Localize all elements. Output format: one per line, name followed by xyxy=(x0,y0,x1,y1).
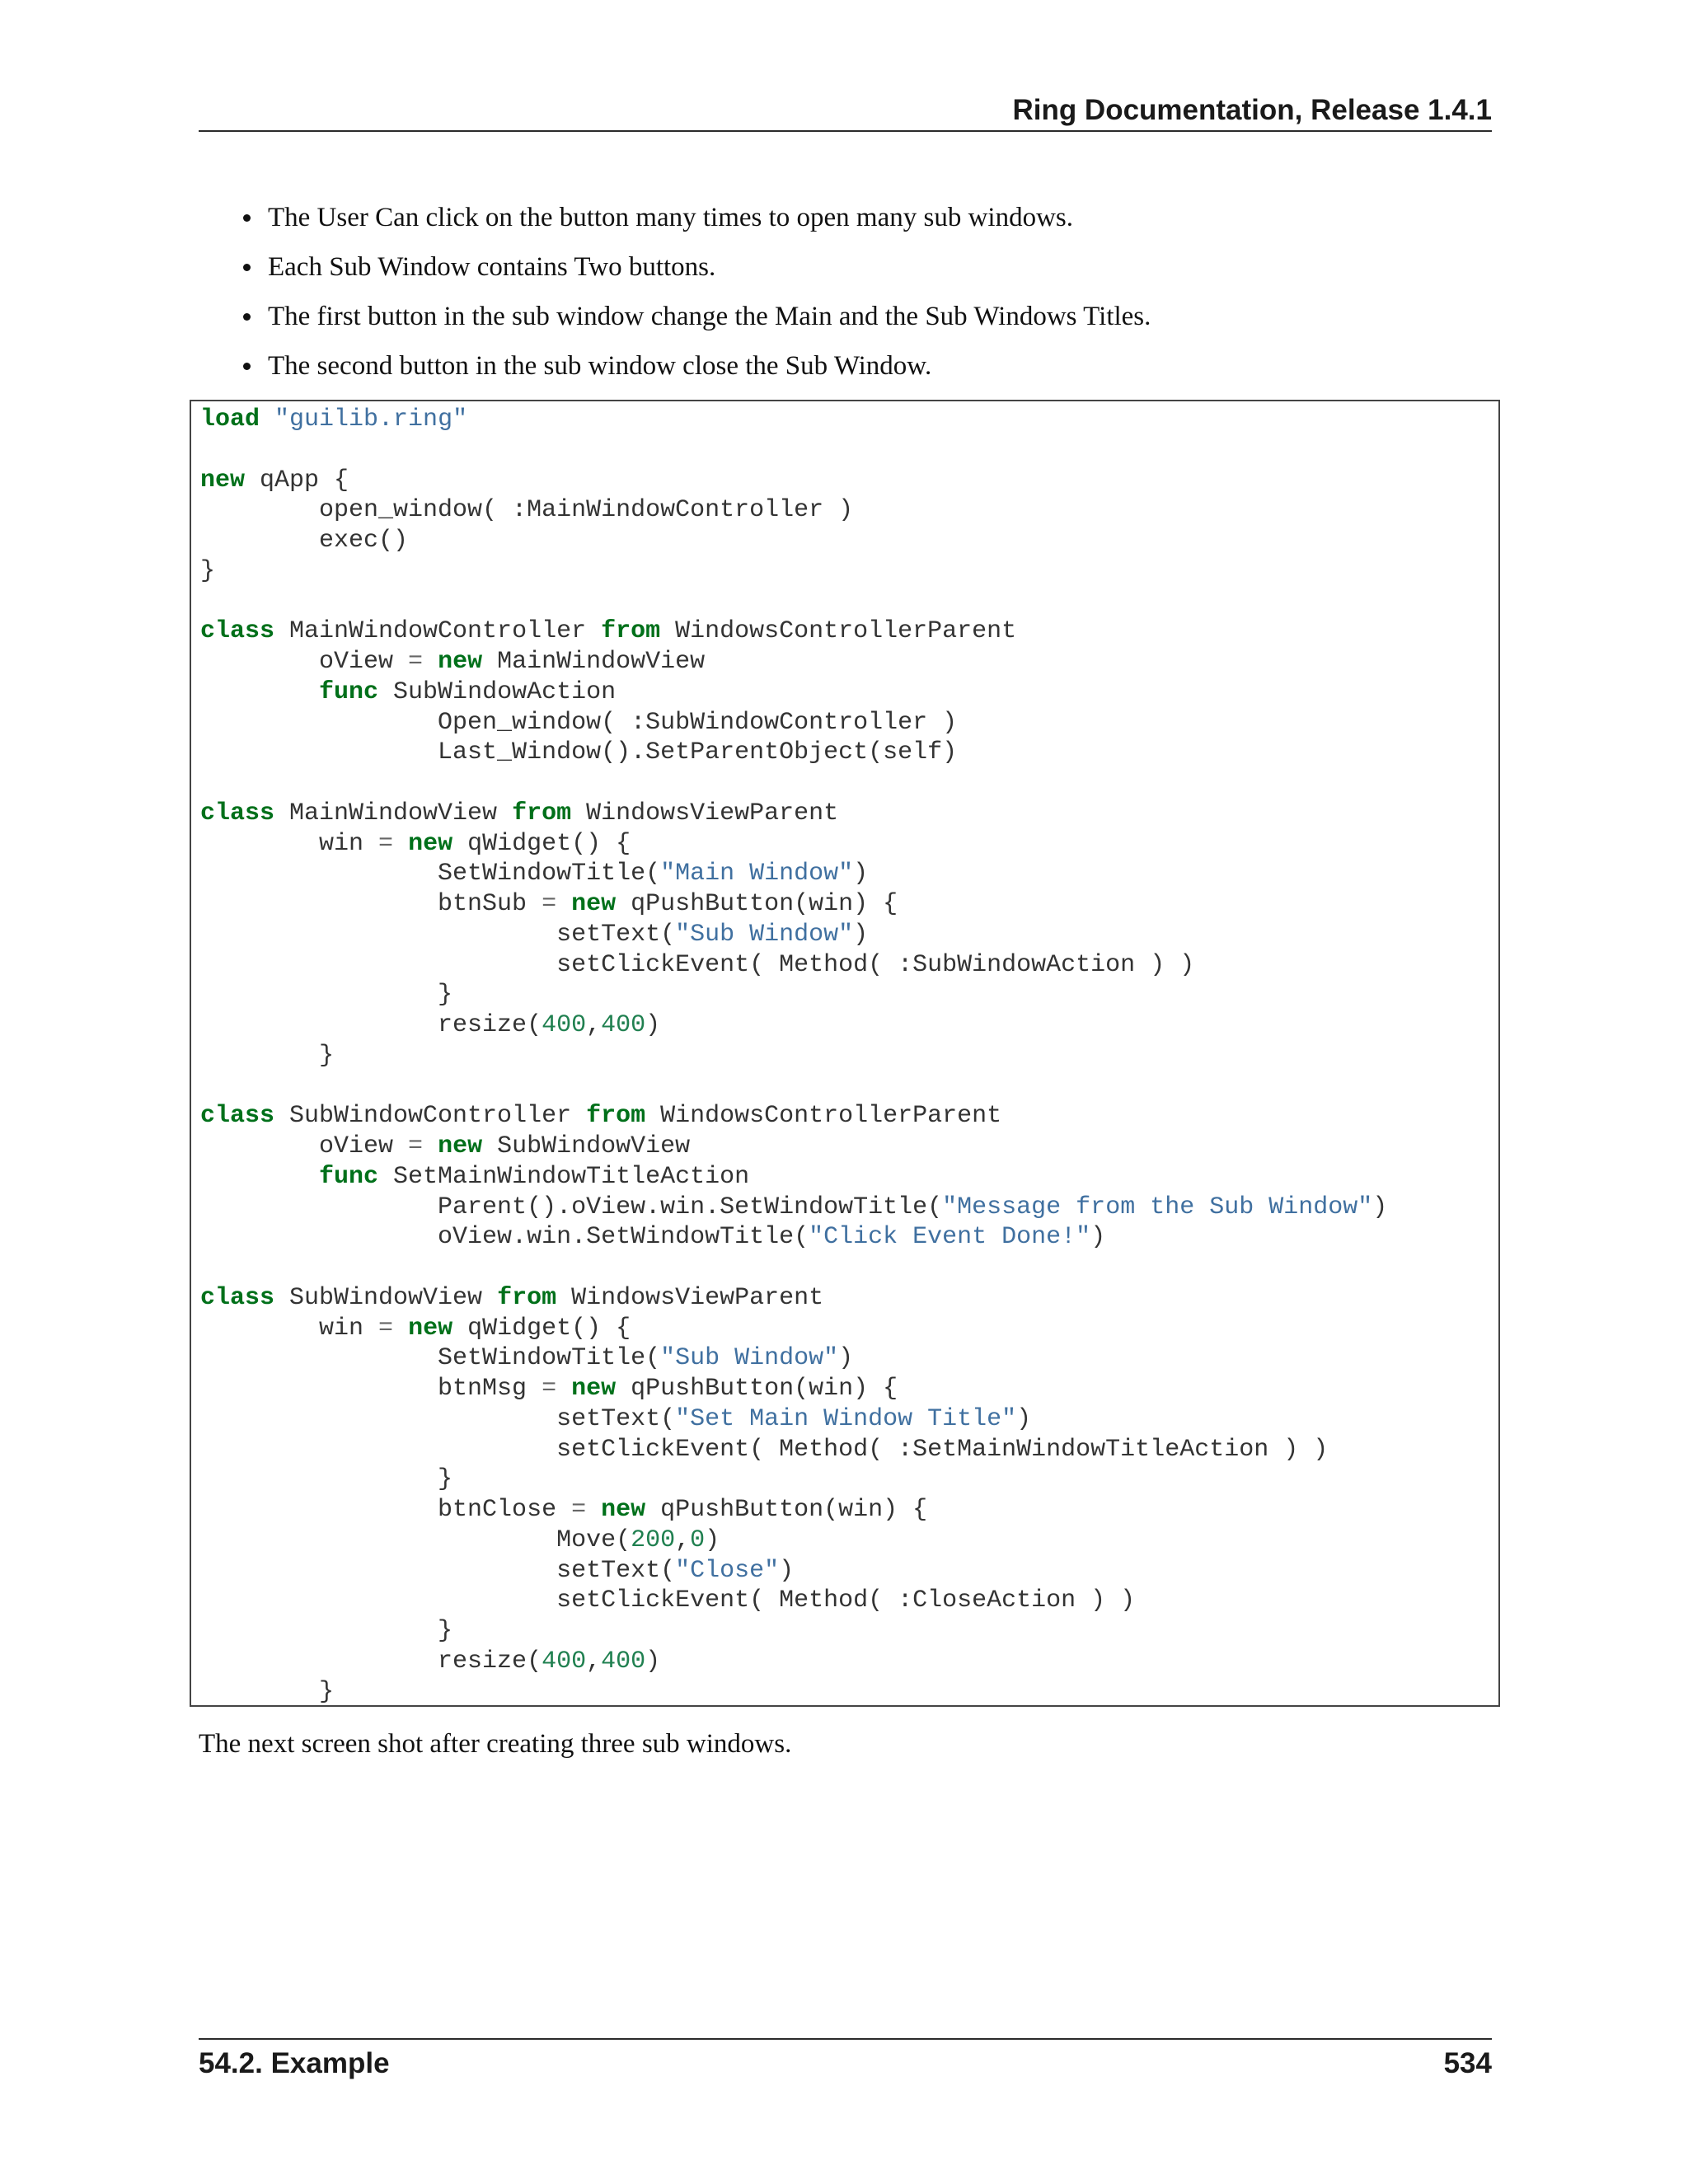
code-token: } xyxy=(200,981,453,1010)
bullet-text: The User Can click on the button many times to open many sub windows. xyxy=(268,203,1074,232)
code-token: Parent().oView.win.SetWindowTitle( xyxy=(200,1193,943,1221)
code-token: SetMainWindowTitleAction xyxy=(378,1162,750,1191)
bullet-text: The second button in the sub window close the Sub Window. xyxy=(268,351,932,381)
code-line xyxy=(200,1223,1105,1251)
code-token: = xyxy=(408,1132,424,1160)
code-token: "Close" xyxy=(675,1556,780,1585)
bullet-dot xyxy=(243,313,251,321)
code-token: ) xyxy=(853,920,869,949)
code-token: from xyxy=(512,799,572,827)
footer-rule xyxy=(199,2038,1492,2040)
code-token: ) xyxy=(705,1526,720,1554)
code-token: new xyxy=(200,466,246,494)
code-token: "Click Event Done!" xyxy=(809,1223,1091,1252)
code-token xyxy=(423,648,438,676)
code-line xyxy=(200,1526,720,1554)
code-token: win xyxy=(200,829,379,858)
code-token: = xyxy=(542,890,557,918)
code-token: Move( xyxy=(200,1526,631,1554)
code-token xyxy=(260,405,274,434)
code-token xyxy=(200,1163,319,1191)
code-line xyxy=(200,496,853,524)
code-token: } xyxy=(200,556,216,585)
code-token: qWidget() { xyxy=(452,1314,631,1343)
code-token xyxy=(393,830,408,858)
code-line xyxy=(200,709,957,737)
code-token: , xyxy=(675,1526,691,1554)
code-token xyxy=(423,1132,438,1160)
code-token: qPushButton(win) { xyxy=(616,1375,898,1403)
code-token: setClickEvent( Method( :SubWindowAction ) ) xyxy=(200,950,1195,979)
code-token: = xyxy=(378,1314,394,1343)
code-token: "Sub Window" xyxy=(675,920,854,949)
code-token: WindowsViewParent xyxy=(556,1283,824,1312)
code-line xyxy=(200,557,215,585)
header-rule xyxy=(199,130,1492,132)
code-token: qPushButton(win) { xyxy=(645,1496,928,1524)
code-token xyxy=(586,1496,601,1524)
code-token: 400 xyxy=(601,1011,646,1039)
code-token: class xyxy=(200,617,275,646)
code-token: = xyxy=(542,1375,557,1403)
code-token: btnSub xyxy=(200,890,542,918)
code-line xyxy=(200,921,868,949)
code-line xyxy=(200,405,467,434)
code-token: new xyxy=(438,648,483,676)
code-token: exec() xyxy=(200,527,409,555)
code-token: qPushButton(win) { xyxy=(616,890,898,918)
code-token: } xyxy=(200,1041,335,1070)
bullet-dot xyxy=(243,363,251,370)
code-token: class xyxy=(200,1102,275,1131)
code-token: from xyxy=(586,1102,646,1131)
code-token: "Set Main Window Title" xyxy=(675,1404,1017,1433)
code-token: new xyxy=(408,1314,453,1343)
code-line xyxy=(200,1678,334,1706)
code-token: WindowsControllerParent xyxy=(660,617,1017,646)
code-token: SubWindowView xyxy=(274,1283,498,1312)
code-token: WindowsViewParent xyxy=(571,799,839,827)
code-line xyxy=(200,1647,660,1675)
code-token: "Main Window" xyxy=(660,860,854,888)
code-token xyxy=(556,890,571,918)
code-token: win xyxy=(200,1314,379,1343)
code-token: 400 xyxy=(542,1647,587,1675)
code-token: setText( xyxy=(200,1404,676,1433)
code-token: resize( xyxy=(200,1011,542,1039)
code-token: resize( xyxy=(200,1647,542,1675)
code-token: func xyxy=(319,677,379,706)
page-number: 534 xyxy=(1443,2047,1492,2079)
code-line xyxy=(200,1375,898,1403)
bullet-text: Each Sub Window contains Two buttons. xyxy=(268,252,716,282)
code-line xyxy=(200,466,349,494)
code-token: } xyxy=(200,1617,453,1645)
code-line xyxy=(200,981,452,1009)
code-line xyxy=(200,951,1194,979)
code-token: SetWindowTitle( xyxy=(200,860,661,888)
code-token: SetWindowTitle( xyxy=(200,1344,661,1373)
code-line xyxy=(200,1102,1001,1130)
code-token: ) xyxy=(645,1011,661,1039)
code-token: new xyxy=(571,890,617,918)
code-token: SubWindowAction xyxy=(378,677,617,706)
code-token xyxy=(393,1315,408,1343)
code-line xyxy=(200,648,705,676)
code-line xyxy=(200,1405,1031,1433)
code-line xyxy=(200,1617,452,1645)
code-token: "Sub Window" xyxy=(660,1344,839,1373)
code-token: setText( xyxy=(200,920,676,949)
code-token: ) xyxy=(838,1344,854,1373)
code-token: from xyxy=(601,617,661,646)
code-line xyxy=(200,678,616,706)
code-token: new xyxy=(408,829,453,858)
code-token: Last_Window().SetParentObject(self) xyxy=(200,738,958,767)
code-token: new xyxy=(438,1132,483,1160)
code-token: } xyxy=(200,1465,453,1494)
bullet-dot xyxy=(243,214,251,222)
code-token: class xyxy=(200,799,275,827)
code-token: 200 xyxy=(631,1526,676,1554)
code-line xyxy=(200,1496,927,1524)
code-token: WindowsControllerParent xyxy=(645,1102,1002,1131)
code-token: btnClose xyxy=(200,1496,572,1524)
code-line xyxy=(200,1193,1387,1221)
footer-section-title: 54.2. Example xyxy=(199,2047,390,2079)
code-line xyxy=(200,1315,631,1343)
code-token: class xyxy=(200,1283,275,1312)
code-token: qWidget() { xyxy=(452,829,631,858)
code-line xyxy=(200,1163,749,1191)
code-line xyxy=(200,1344,853,1372)
code-token: oView xyxy=(200,648,409,676)
code-token: ) xyxy=(645,1647,661,1675)
code-line xyxy=(200,1284,823,1312)
bullet-text: The first button in the sub window change the Main and the Sub Windows Titles. xyxy=(268,302,1151,331)
code-token: "guilib.ring" xyxy=(274,405,468,434)
code-token: MainWindowController xyxy=(274,617,602,646)
bullet-dot xyxy=(243,264,251,271)
code-token: load xyxy=(200,405,260,434)
code-token: ) xyxy=(1372,1193,1388,1221)
code-token: SubWindowView xyxy=(482,1132,691,1160)
code-token: 0 xyxy=(690,1526,706,1554)
code-line xyxy=(200,617,1016,645)
code-token: Open_window( :SubWindowController ) xyxy=(200,708,958,737)
code-token: "Message from the Sub Window" xyxy=(942,1193,1373,1221)
code-line xyxy=(200,1042,334,1070)
code-token xyxy=(556,1375,571,1403)
code-token: SubWindowController xyxy=(274,1102,587,1131)
code-token: qApp { xyxy=(245,466,349,494)
code-token: new xyxy=(571,1375,617,1403)
code-token: new xyxy=(601,1496,646,1524)
code-token: ) xyxy=(853,860,869,888)
code-line xyxy=(200,527,408,555)
code-token: } xyxy=(200,1677,335,1706)
code-token: 400 xyxy=(601,1647,646,1675)
code-line xyxy=(200,1436,1328,1464)
code-line xyxy=(200,1557,794,1585)
code-line xyxy=(200,1586,1135,1615)
code-token: from xyxy=(497,1283,557,1312)
code-token: , xyxy=(586,1011,602,1039)
code-line xyxy=(200,890,898,918)
code-token: ) xyxy=(1090,1223,1106,1252)
code-token: setText( xyxy=(200,1556,676,1585)
code-token: setClickEvent( Method( :SetMainWindowTitleAction ) ) xyxy=(200,1435,1329,1464)
code-line xyxy=(200,1465,452,1493)
code-token: 400 xyxy=(542,1011,587,1039)
code-token: btnMsg xyxy=(200,1375,542,1403)
code-token: oView xyxy=(200,1132,409,1160)
body-paragraph: The next screen shot after creating three sub windows. xyxy=(199,1729,792,1759)
code-line xyxy=(200,1011,660,1039)
code-token xyxy=(200,678,319,706)
code-token: ) xyxy=(779,1556,795,1585)
code-token: ) xyxy=(1016,1404,1032,1433)
code-line xyxy=(200,860,868,888)
code-token: oView.win.SetWindowTitle( xyxy=(200,1223,809,1252)
code-token: setClickEvent( Method( :CloseAction ) ) xyxy=(200,1586,1136,1615)
code-block xyxy=(190,400,1500,1707)
code-token: MainWindowView xyxy=(274,799,513,827)
code-token: = xyxy=(378,829,394,858)
code-line xyxy=(200,1132,690,1160)
code-token: open_window( :MainWindowController ) xyxy=(200,496,854,525)
code-token: func xyxy=(319,1162,379,1191)
code-token: = xyxy=(408,648,424,676)
code-line xyxy=(200,799,838,827)
code-token: MainWindowView xyxy=(482,648,706,676)
code-line xyxy=(200,830,631,858)
header-title: Ring Documentation, Release 1.4.1 xyxy=(1012,94,1492,126)
code-line xyxy=(200,738,957,766)
code-listing xyxy=(200,405,1387,1707)
code-token: , xyxy=(586,1647,602,1675)
code-token: = xyxy=(571,1496,587,1524)
